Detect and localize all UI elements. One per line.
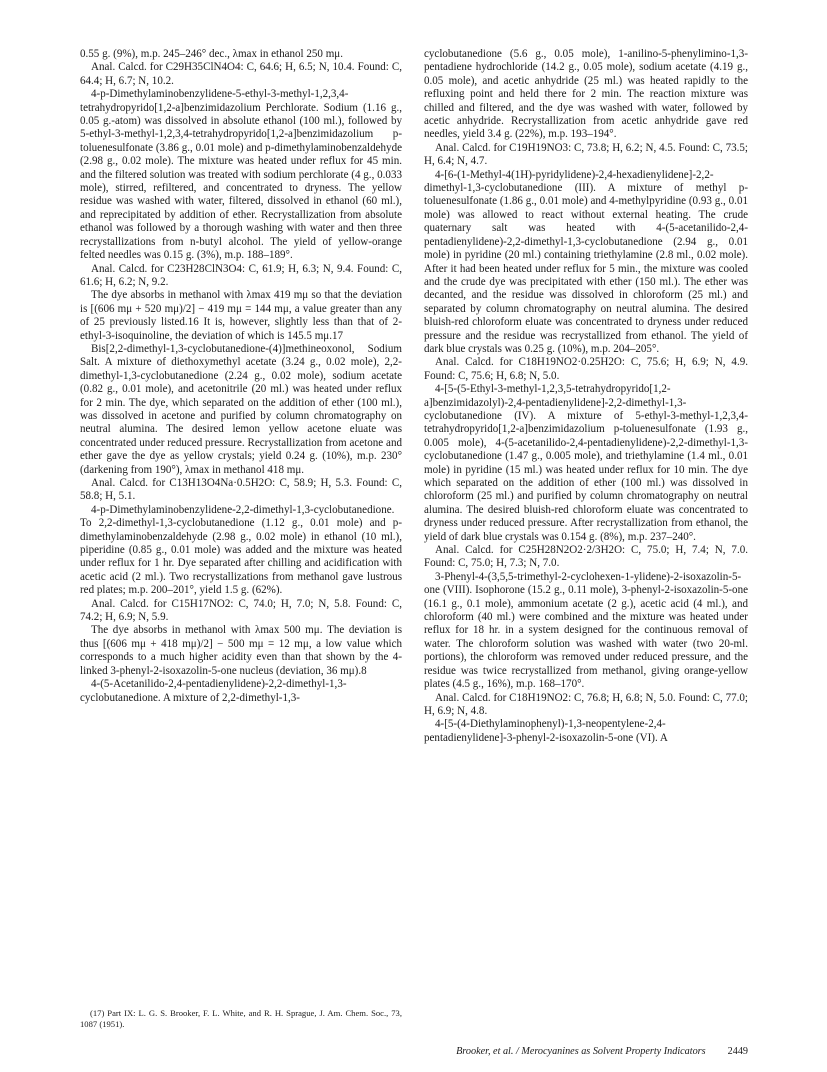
- analysis-paragraph: Anal. Calcd. for C13H13O4Na·0.5H2O: C, 58.9; H, 5.3. Found: C, 58.8; H, 5.1.: [80, 477, 402, 503]
- procedure-paragraph: 4-(5-Acetanilido-2,4-pentadienylidene)-2,2-dimethyl-1,3-cyclobutanedione. A mixture of 2,2-dimethyl-1,3-: [80, 678, 347, 704]
- analysis-paragraph: Anal. Calcd. for C15H17NO2: C, 74.0; H, 7.0; N, 5.8. Found: C, 74.2; H, 6.9; N, 5.9.: [80, 597, 402, 624]
- running-title: Brooker, et al. / Merocyanines as Solvent Property Indicators: [456, 1046, 706, 1057]
- analysis-paragraph: Anal. Calcd. for C18H19NO2·0.25H2O: C, 75.6; H, 6.9; N, 4.9. Found: C, 75.6; H, 6.8; N, 5.0.: [424, 356, 748, 382]
- procedure-paragraph: 3-Phenyl-4-(3,5,5-trimethyl-2-cyclohexen-1-ylidene)-2-isoxazolin-5-one (VIII). Isophorone (15.2 g., 0.11 mole), 3-phenyl-2-isoxazolin-5-one (16.1 g., 0.1 mole), ammonium acetate (2 g.), acetic acid (4 ml.), and chloroform (40 ml.) were combined and the mixture was heated under reflux for 18 hr. in a system designed for the continuous removal of water. The chloroform solution was washed with water (two 20-ml. portions), the chloroform was removed under reduced pressure, and the residue was twice recrystallized from methanol, giving orange-yellow plates (4.5 g., 16%), m.p. 168–170°.: [424, 570, 748, 691]
- analysis-paragraph: Anal. Calcd. for C18H19NO2: C, 76.8; H, 6.8; N, 5.0. Found: C, 77.0; H, 6.9; N, 4.8.: [424, 691, 748, 717]
- analysis-paragraph: Anal. Calcd. for C29H35ClN4O4: C, 64.6; H, 6.5; N, 10.4. Found: C, 64.4; H, 6.7; N, 10.2.: [80, 61, 402, 87]
- page-footer: [424, 1046, 748, 1057]
- procedure-paragraph: 4-p-Dimethylaminobenzylidene-2,2-dimethyl-1,3-cyclobutanedione. To 2,2-dimethyl-1,3-cyclobutanedione (1.12 g., 0.01 mole) and p-dimethylaminobenzaldehyde (2.98 g., 0.02 mole) in ethanol (10 ml.), piperidine (0.85 g., 0.01 mole) was added and the mixture was heated under reflux for 1 hr. Dye separated after chilling and acidification with acetic acid (2 ml.). Two recrystallizations from methanol gave lustrous red plates; m.p. 200–201°, yield 1.5 g. (62%).: [80, 503, 402, 597]
- analysis-paragraph: Anal. Calcd. for C23H28ClN3O4: C, 61.9; H, 6.3; N, 9.4. Found: C, 61.6; H, 6.2; N, 9.2.: [80, 262, 402, 288]
- procedure-paragraph: Bis[2,2-dimethyl-1,3-cyclobutanedione-(4)]methineoxonol, Sodium Salt. A mixture of diethoxymethyl acetate (3.24 g., 0.02 mole), 2,2-dimethyl-1,3-cyclobutanedione (2.24 g., 0.02 mole), sodium acetate (0.82 g., 0.01 mole), and acetonitrile (20 ml.) was heated under reflux for 2 min. The dye, which separated on the addition of ether (100 ml.), was dissolved in acetone and purified by column chromatography on neutral alumina. The desired lemon yellow acetone eluate was concentrated under reduced pressure. Recrystallization from acetone and ether gave the dye as yellow crystals; yield 0.24 g. (10%), m.p. 230° (darkening from 190°), λmax in methanol 418 mμ.: [80, 342, 402, 476]
- left-column: [80, 48, 402, 705]
- procedure-paragraph: 4-p-Dimethylaminobenzylidene-5-ethyl-3-methyl-1,2,3,4-tetrahydropyrido[1,2-a]benzimidazolium Perchlorate. Sodium (1.16 g., 0.05 g.-atom) was dissolved in absolute ethanol (100 ml.), followed by 5-ethyl-3-methyl-1,2,3,4-tetrahydropyrido[1,2-a]benzimidazolium p-toluenesulfonate (3.86 g., 0.01 mole) and p-dimethylaminobenzaldehyde (2.98 g., 0.02 mole). The mixture was heated under reflux for 45 min. and the filtered solution was treated with sodium perchlorate (4 g., 0.033 mole), stirred, refiltered, and concentrated to dryness. The yellow residue was washed with water, filtered, dissolved in ethanol (60 ml.), and reprecipitated by addition of ether. Recrystallization from absolute ethanol was followed by a thorough washing with water and then three recrystallizations from n-butyl alcohol. The yield of yellow-orange felted needles was 0.15 g. (3%), m.p. 188–189°.: [80, 88, 402, 262]
- paragraph: The dye absorbs in methanol with λmax 500 mμ. The deviation is thus [(606 mμ + 418 mμ)/2] − 500 mμ = 12 mμ, a low value which corresponds to a much higher acidity even than that shown by the 4-linked 3-phenyl-2-isoxazolin-5-one nucleus (deviation, 36 mμ).8: [80, 624, 402, 677]
- footnote-text: (17) Part IX: L. G. S. Brooker, F. L. White, and R. H. Sprague, J. Am. Chem. Soc., 73, 1087 (1951).: [80, 1008, 402, 1029]
- page-number: 2449: [727, 1046, 748, 1057]
- paragraph: cyclobutanedione (5.6 g., 0.05 mole), 1-anilino-5-phenylimino-1,3-pentadiene hydrochloride (14.2 g., 0.05 mole), sodium acetate (4.19 g., 0.05 mole), and acetic anhydride (25 ml.) was heated rapidly to the refluxing point and held there for 2 min. The reaction mixture was chilled and filtered, and the dye was washed with water, followed by acetic anhydride. Recrystallization from acetic anhydride gave red needles, yield 3.4 g. (22%), m.p. 193–194°.: [424, 48, 748, 141]
- analysis-paragraph: Anal. Calcd. for C19H19NO3: C, 73.8; H, 6.2; N, 4.5. Found: C, 73.5; H, 6.4; N, 4.7.: [424, 141, 748, 168]
- right-column: [424, 48, 748, 745]
- footnote: [80, 1008, 402, 1029]
- procedure-paragraph: 4-[5-(5-Ethyl-3-methyl-1,2,3,5-tetrahydropyrido[1,2-a]benzimidazolyl)-2,4-pentadienylidene]-2,2-dimethyl-1,3-cyclobutanedione (IV). A mixture of 5-ethyl-3-methyl-1,2,3,4-tetrahydropyrido[1,2-a]benzimidazolium p-toluenesulfonate (1.93 g., 0.005 mole), 4-(5-acetanilido-2,4-pentadienylidene)-2,2-dimethyl-1,3-cyclobutanedione (1.47 g., 0.005 mole), and triethylamine (1.4 ml., 0.01 mole) in pyridine (15 ml.) was heated under reflux for 10 min. The dye which separated on the addition of ether (100 ml.) was dissolved in chloroform (25 ml.) and purified by column chromatography on neutral alumina. The desired bluish-red chloroform eluate was concentrated to dryness under reduced pressure. After recrystallization from ethanol, the yield of dark blue crystals was 0.154 g. (8%), m.p. 237–240°.: [424, 383, 748, 543]
- analysis-paragraph: Anal. Calcd. for C25H28N2O2·2/3H2O: C, 75.0; H, 7.4; N, 7.0. Found: C, 75.0; H, 7.3; N, 7.0.: [424, 544, 748, 570]
- procedure-paragraph: 4-[5-(4-Diethylaminophenyl)-1,3-neopentylene-2,4-pentadienylidene]-3-phenyl-2-isoxazolin-5-one (VI). A: [424, 718, 668, 744]
- paragraph: 0.55 g. (9%), m.p. 245–246° dec., λmax in ethanol 250 mμ.: [80, 48, 343, 60]
- paragraph: The dye absorbs in methanol with λmax 419 mμ so that the deviation is [(606 mμ + 520 mμ)/2] − 419 mμ = 144 mμ, a value greater than any of 25 previously listed.16 It is, however, slightly less than that of 2-ethyl-3-isoquinoline, the deviation of which is 145.5 mμ.17: [80, 289, 402, 342]
- procedure-paragraph: 4-[6-(1-Methyl-4(1H)-pyridylidene)-2,4-hexadienylidene]-2,2-dimethyl-1,3-cyclobutanedione (III). A mixture of methyl p-toluenesulfonate (1.86 g., 0.01 mole) and 4-methylpyridine (0.93 g., 0.01 mole) was allowed to react without external heating. The crude quaternary salt was heated with 4-(5-acetanilido-2,4-pentadienylidene)-2,2-dimethyl-1,3-cyclobutanedione (2.94 g., 0.01 mole) in pyridine (20 ml.) containing triethylamine (2.8 ml., 0.02 mole). After it had been heated under reflux for 5 min., the mixture was cooled and the crude dye was precipitated with ether (150 ml.). The ether was decanted, and the residue was dissolved in chloroform (25 ml.) and separated by column chromatography on neutral alumina. The desired bluish-red chloroform eluate was concentrated to dryness under reduced pressure and the residue was recrystallized from ethanol. The yield of dark blue crystals was 0.25 g. (10%), m.p. 204–205°.: [424, 168, 748, 355]
